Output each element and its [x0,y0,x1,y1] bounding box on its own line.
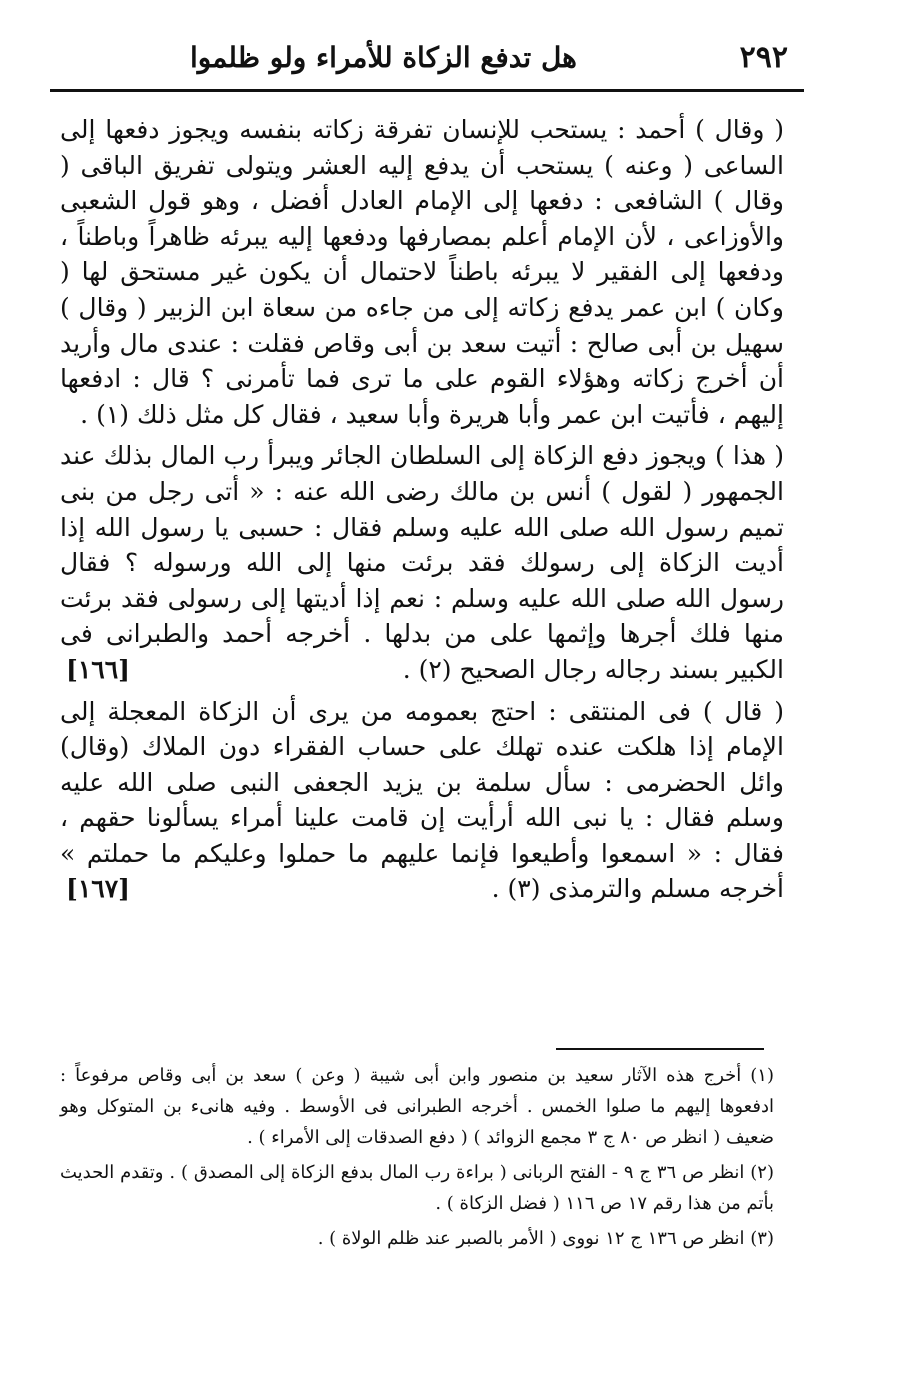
paragraph-text: ( وقال ) أحمد : يستحب للإنسان تفرقة زكاته بنفسه ويجوز دفعها إلى الساعى ( وعنه ) يستحب أن يدفع إليه العشر ويتولى تفريق الباقى ( وقال ) الشافعى : دفعها إلى الإمام العادل أفضل ، وهو قول الشعبى والأوزاعى ، لأن الإمام أعلم بمصارفها ودفعها إليه يبرئه ظاهراً وباطناً ، ودفعها إلى الفقير لا يبرئه باطناً لاحتمال أن يكون غير مستحق لها ( وكان ) ابن عمر يدفع زكاته إلى من جاءه من سعاة ابن الزبير ( وقال ) سهيل بن أبى صالح : أتيت سعد بن أبى وقاص فقلت : عندى مال وأريد أن أخرج زكاته وهؤلاء القوم على ما ترى فما تأمرنى ؟ قال : ادفعها إليهم ، فأتيت ابن عمر وأبا هريرة وأبا سعيد ، فقال كل مثل ذلك (١) . [60,115,784,429]
hadith-number: [١٦٦] [66,654,130,684]
paragraph-3 [60,694,784,908]
footnote-1: (١) أخرج هذه الآثار سعيد بن منصور وابن أبى شيبة ( وعن ) سعد بن أبى وقاص مرفوعاً : ادفعوها إليهم ما صلوا الخمس . أخرجه الطبرانى فى الأوسط . وفيه هانىء بن المتوكل وهو ضعيف ( انظر ص ٨٠ ج ٣ مجمع الزوائد ) ( دفع الصدقات إلى الأمراء ) . [60,1065,774,1148]
header-divider [50,89,804,92]
footnotes [60,1060,774,1258]
paragraph-text: ( قال ) فى المنتقى : احتج بعمومه من يرى أن الزكاة المعجلة إلى الإمام إذا هلكت عنده تهلك على حساب الفقراء دون الملاك (وقال) وائل الحضرمى : سأل سلمة بن يزيد الجعفى النبى صلى الله عليه وسلم فقال : يا نبى الله أرأيت إن قامت علينا أمراء يسألونا حقهم ، فقال : « اسمعوا وأطيعوا فإنما عليهم ما حملوا وعليكم ما حملتم » أخرجه مسلم والترمذى (٣) . [60,696,784,904]
paragraph-text: ( هذا ) ويجوز دفع الزكاة إلى السلطان الجائر ويبرأ رب المال بذلك عند الجمهور ( لقول ) أنس بن مالك رضى الله عنه : « أتى رجل من بنى تميم رسول الله صلى الله عليه وسلم فقال : حسبى يا رسول الله إذا أديت الزكاة إلى رسولك فقد برئت منها إلى الله ورسوله ؟ فقال رسول الله صلى الله عليه وسلم : نعم إذا أديتها إلى رسولى فقد برئت منها فلك أجرها وإثمها على من بدلها . أخرجه أحمد والطبرانى فى الكبير بسند رجاله رجال الصحيح (٢) . [60,441,784,684]
paragraph-2 [60,438,784,687]
footnote-2: (٢) انظر ص ٣٦ ج ٩ - الفتح الربانى ( براءة رب المال بدفع الزكاة إلى المصدق ) . وتقدم الحديث بأتم من هذا رقم ١٧ ص ١١٦ ( فضل الزكاة ) . [60,1162,774,1214]
page-header [50,28,802,86]
running-title: هل تدفع الزكاة للأمراء ولو ظلموا [190,40,577,74]
page-number: ٢٩٢ [739,39,788,75]
footnote-divider [556,1048,764,1050]
hadith-number: [١٦٧] [66,874,130,904]
main-text [60,112,784,913]
paragraph-1 [60,112,784,432]
footnote-3: (٣) انظر ص ١٣٦ ج ١٢ نووى ( الأمر بالصبر عند ظلم الولاة ) . [317,1228,774,1249]
